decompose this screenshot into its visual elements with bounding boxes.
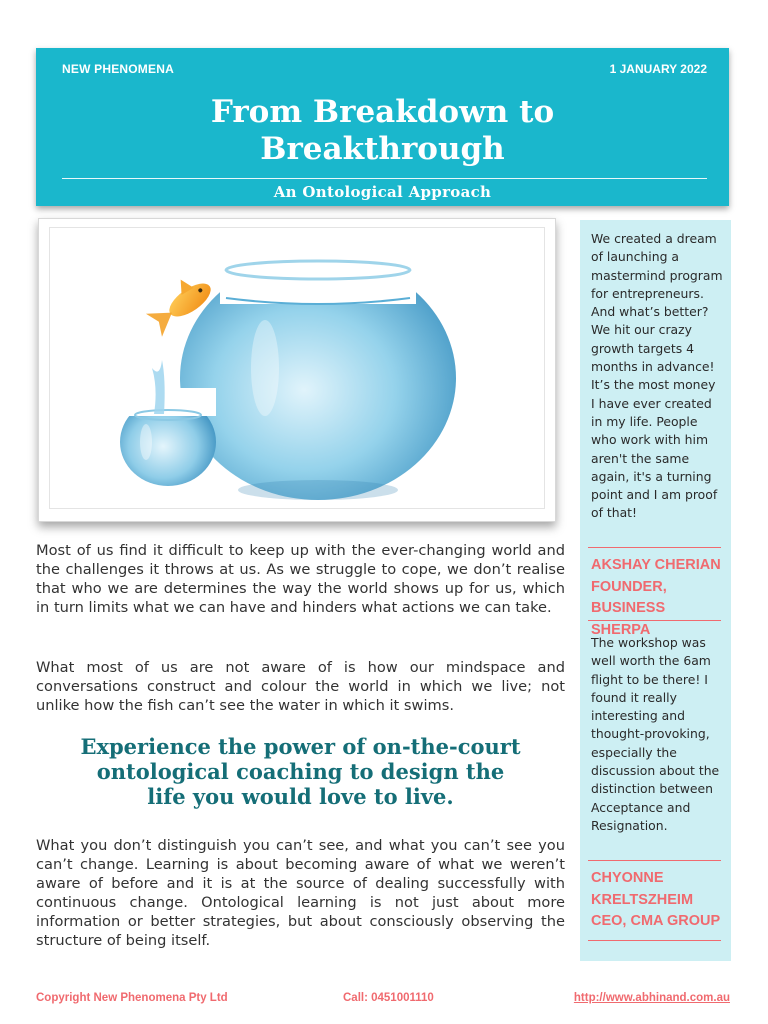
organization-name: NEW PHENOMENA xyxy=(62,62,174,76)
fish-jumping-illustration xyxy=(50,228,546,510)
callout-line-2: ontological coaching to design the xyxy=(96,759,505,784)
callout-line-1: Experience the power of on-the-court xyxy=(80,734,521,759)
sidebar-divider xyxy=(588,940,721,941)
callout-line-3: life you would love to live. xyxy=(147,784,454,809)
testimonial-2-name-line-2: KRELTSZHEIM xyxy=(591,891,694,908)
testimonial-1-quote: We created a dream of launching a mastermind program for entrepreneurs. And what’s better? We hit our crazy growth targets 4 months in advance! It’s the most money I have ever created in my life. People who work with him aren't the same again, it's a turning point and I am proof of that! xyxy=(591,231,723,521)
sidebar-divider xyxy=(588,860,721,861)
header-divider xyxy=(62,178,707,179)
footer-phone: Call: 0451001110 xyxy=(343,992,434,1004)
testimonial-1-attribution xyxy=(591,555,723,641)
testimonial-2-attribution xyxy=(591,868,723,933)
testimonial-2-name-line-1: CHYONNE xyxy=(591,870,664,886)
callout-headline xyxy=(36,734,565,809)
sidebar-divider xyxy=(588,547,721,548)
testimonial-1-name: AKSHAY CHERIAN xyxy=(591,557,721,573)
title-line-2: Breakthrough xyxy=(260,131,505,167)
sidebar-divider xyxy=(588,620,721,621)
page-subtitle: An Ontological Approach xyxy=(273,183,492,201)
article-paragraph-2: What most of us are not aware of is how our mindspace and conversations construct and colour the world in which we live; not unlike how the fish can’t see the water in which it swims. xyxy=(36,659,565,714)
footer-copyright: Copyright New Phenomena Pty Ltd xyxy=(36,992,228,1004)
issue-date: 1 JANUARY 2022 xyxy=(609,62,707,76)
testimonial-1-role-line-1: FOUNDER, xyxy=(591,578,667,595)
large-fishbowl xyxy=(180,256,456,500)
article-paragraph-1: Most of us find it difficult to keep up with the ever-changing world and the challenges it throws at us. As we struggle to cope, we don’t realise that who we are determines the way the world shows up for us, which in turn limits what we can have and hinders what actions we can take. xyxy=(36,542,565,616)
article-paragraph-3: What you don’t distinguish you can’t see, and what you can’t see you can’t change. Learning is about becoming aware of what we weren’t aware of before and it is at the source of dealing successfully with continuous change. Ontological learning is not just about more information or better strategies, but about consciously observing the structure of being itself. xyxy=(36,837,565,949)
page-title xyxy=(36,94,729,168)
testimonial-1-role-line-2: BUSINESS SHERPA xyxy=(591,600,666,638)
testimonial-2-quote: The workshop was well worth the 6am flight to be there! I found it really interesting and thought-provoking, especially the discussion about the distinction between Acceptance and Resignation. xyxy=(591,635,720,833)
header-banner xyxy=(36,48,729,206)
testimonial-2-role: CEO, CMA GROUP xyxy=(591,913,721,929)
photo-canvas xyxy=(49,227,545,509)
fishbowl-photo xyxy=(38,218,556,522)
footer-website-link[interactable]: http://www.abhinand.com.au xyxy=(573,992,730,1004)
title-line-1: From Breakdown to xyxy=(210,94,555,130)
testimonial-sidebar xyxy=(580,220,731,961)
